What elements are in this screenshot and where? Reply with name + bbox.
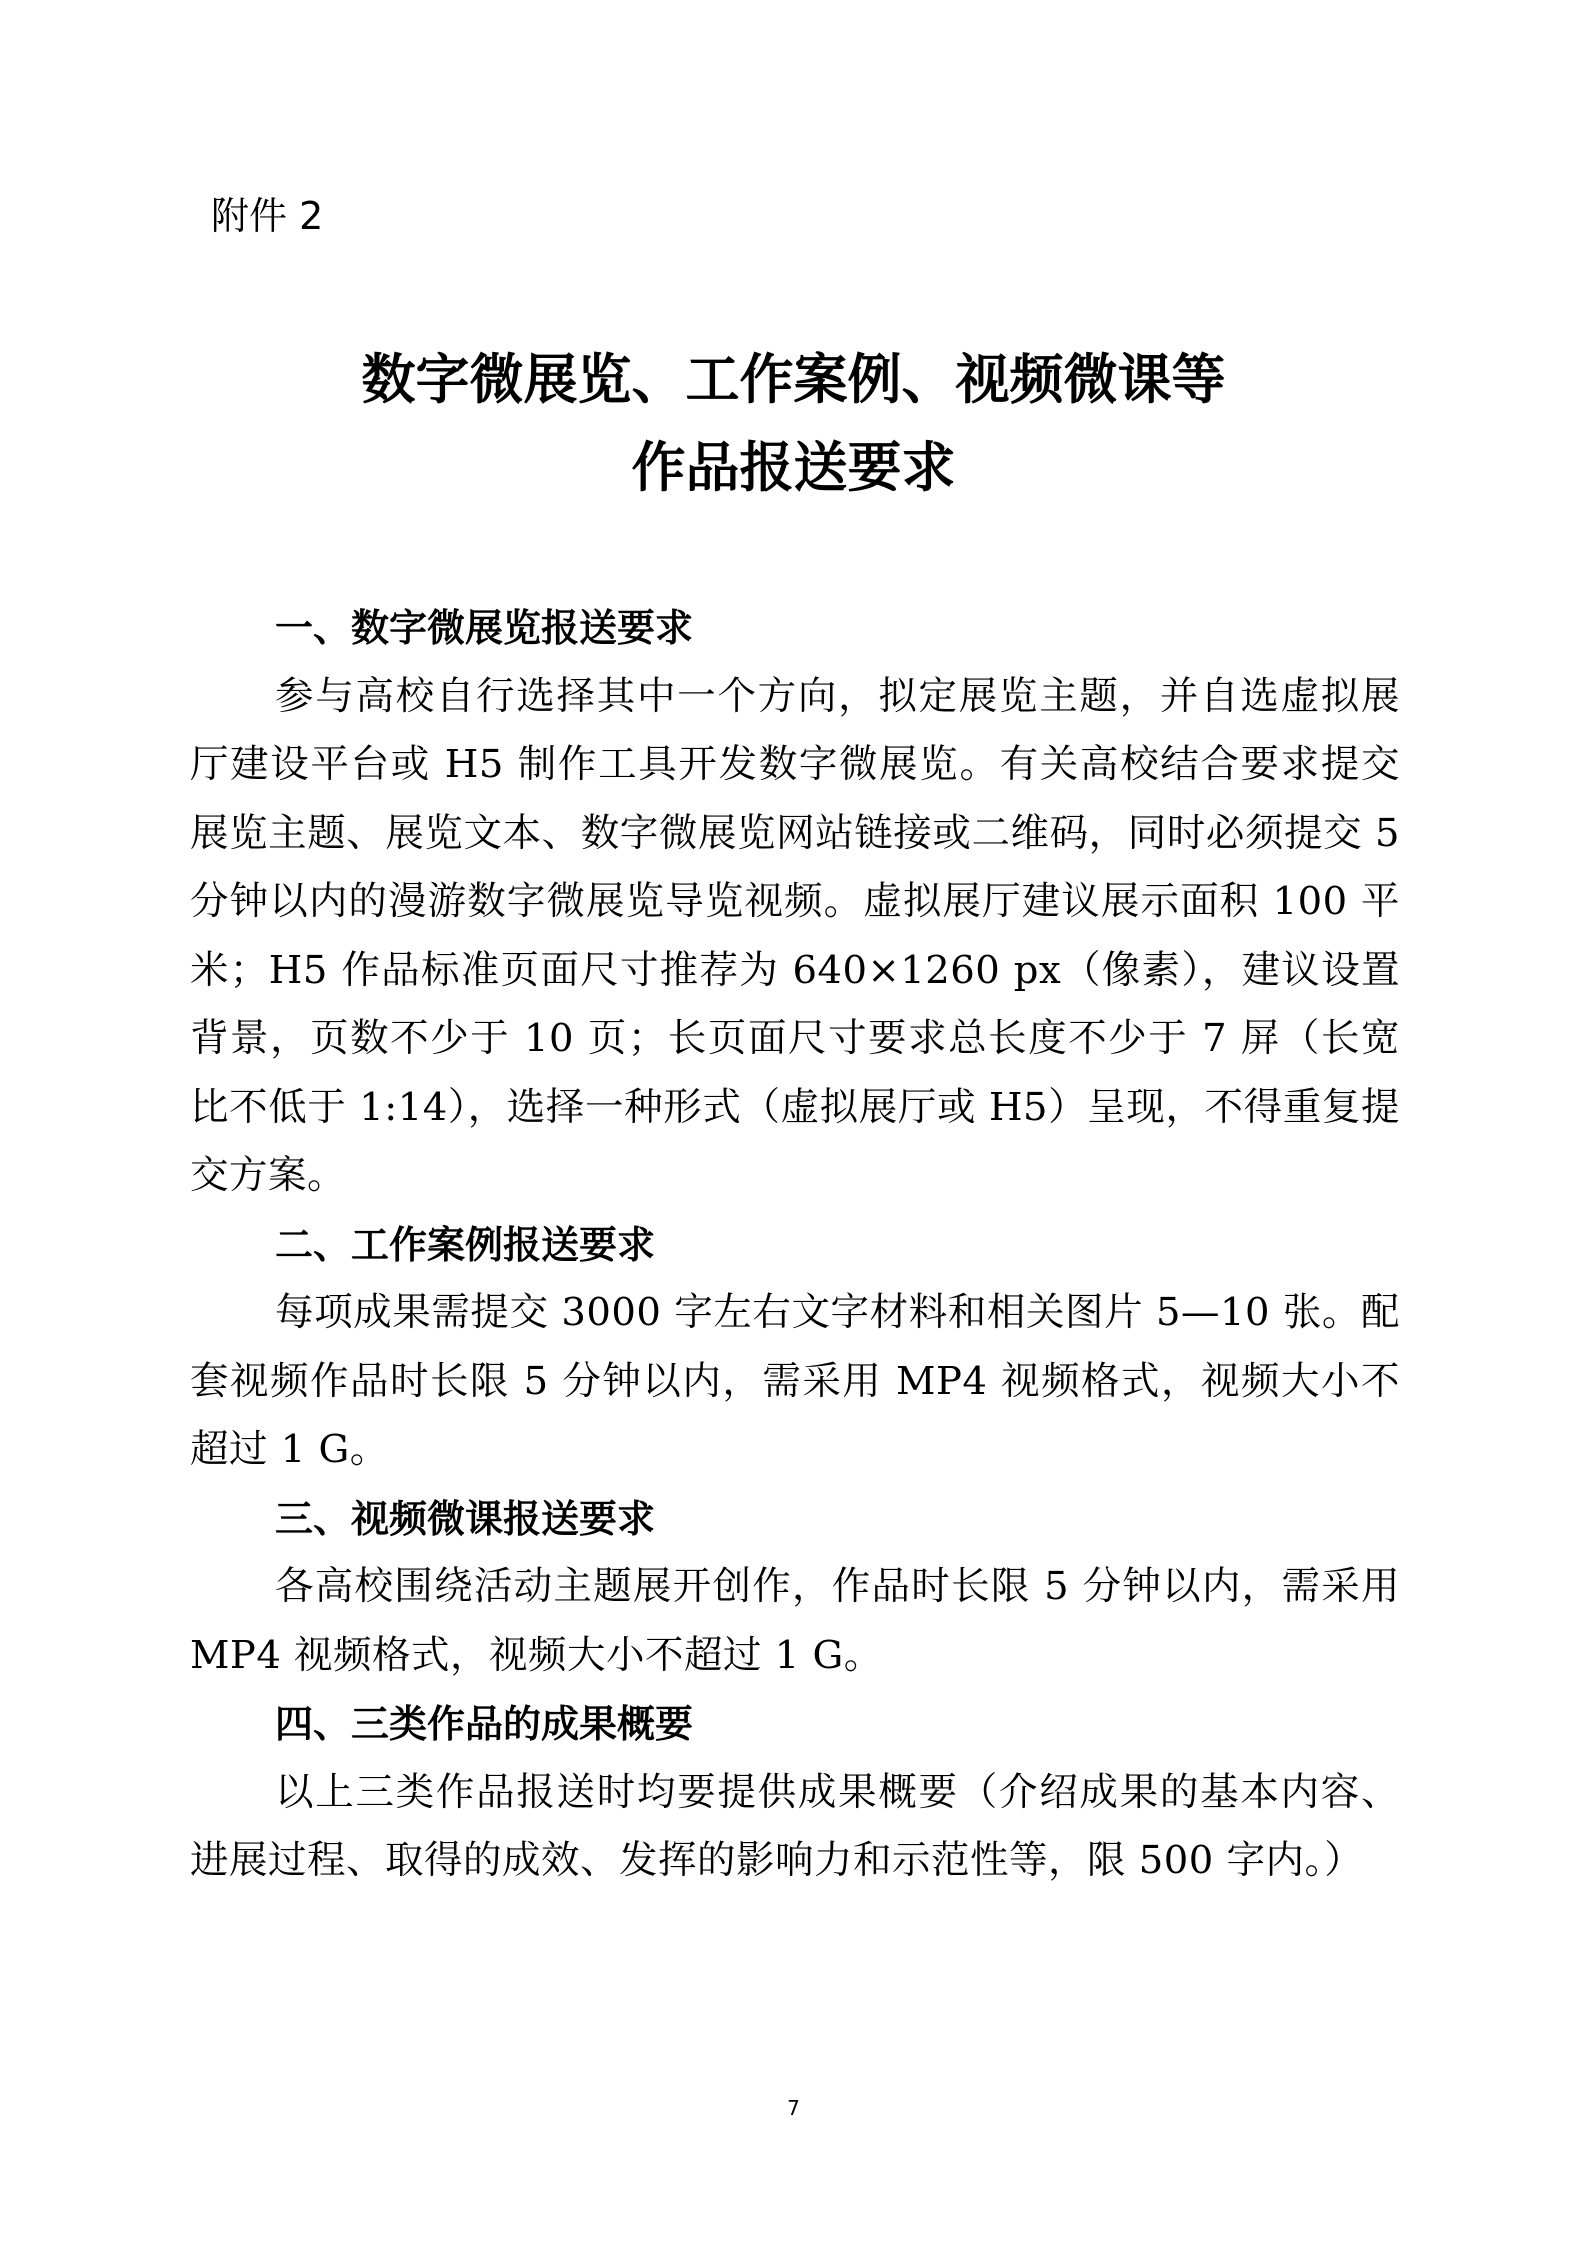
section-digital-exhibition xyxy=(190,594,1400,1211)
section-paragraph: 各高校围绕活动主题展开创作，作品时长限 5 分钟以内，需采用 MP4 视频格式，视频大小不超过 1 G。 xyxy=(190,1564,1400,1678)
document-title-line-1: 数字微展览、工作案例、视频微课等 xyxy=(361,347,1226,411)
section-summary xyxy=(190,1690,1400,1896)
page-number: 7 xyxy=(787,2096,800,2120)
section-heading: 四、三类作品的成果概要 xyxy=(275,1702,694,1746)
section-paragraph: 参与高校自行选择其中一个方向，拟定展览主题，并自选虚拟展厅建设平台或 H5 制作工具开发数字微展览。有关高校结合要求提交展览主题、展览文本、数字微展览网站链接或二维码，同时必须提交 5 分钟以内的漫游数字微展览导览视频。虚拟展厅建议展示面积 100 平米；H5 作品标准页面尺寸推荐为 640×1260 px（像素），建议设置背景，页数不少于 10 页；长页面尺寸要求总长度不少于 7 屏（长宽比不低于 1:14），选择一种形式（虚拟展厅或 H5）呈现，不得重复提交方案。 xyxy=(190,673,1400,1198)
section-paragraph: 以上三类作品报送时均要提供成果概要（介绍成果的基本内容、进展过程、取得的成效、发挥的影响力和示范性等，限 500 字内。） xyxy=(190,1769,1400,1883)
attachment-label: 附件 2 xyxy=(211,194,324,238)
section-heading: 二、工作案例报送要求 xyxy=(275,1222,656,1267)
document-body xyxy=(190,594,1400,1896)
section-heading: 一、数字微展览报送要求 xyxy=(275,606,694,650)
section-video-microlesson xyxy=(190,1485,1400,1691)
section-work-case xyxy=(190,1211,1400,1485)
section-heading: 三、视频微课报送要求 xyxy=(275,1496,656,1541)
document-title-line-2: 作品报送要求 xyxy=(631,435,956,499)
section-paragraph: 每项成果需提交 3000 字左右文字材料和相关图片 5—10 张。配套视频作品时长限 5 分钟以内，需采用 MP4 视频格式，视频大小不超过 1 G。 xyxy=(190,1290,1400,1472)
